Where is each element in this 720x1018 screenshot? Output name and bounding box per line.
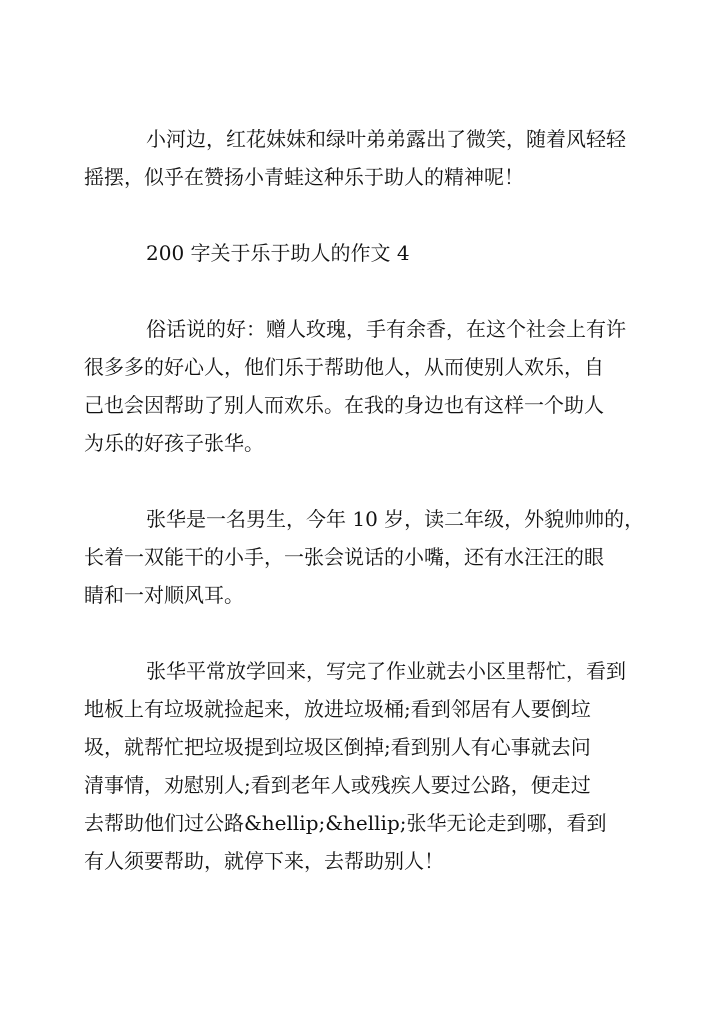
paragraph-line: 为乐的好孩子张华。 bbox=[84, 431, 264, 455]
paragraph-line: 张华平常放学回来，写完了作业就去小区里帮忙，看到 bbox=[146, 659, 626, 683]
paragraph-line: 俗话说的好：赠人玫瑰，手有余香，在这个社会上有许 bbox=[146, 317, 626, 341]
paragraph-1 bbox=[84, 120, 624, 196]
document-body bbox=[84, 120, 645, 918]
paragraph-line: 清事情，劝慰别人;看到老年人或残疾人要过公路，便走过 bbox=[84, 773, 591, 797]
essay-heading: 200 字关于乐于助人的作文 4 bbox=[146, 241, 410, 265]
paragraph-3 bbox=[84, 500, 645, 614]
paragraph-line: 去帮助他们过公路&hellip;&hellip;张华无论走到哪，看到 bbox=[84, 811, 607, 835]
paragraph-line: 己也会因帮助了别人而欢乐。在我的身边也有这样一个助人 bbox=[84, 393, 604, 417]
paragraph-line: 长着一双能干的小手，一张会说话的小嘴，还有水汪汪的眼 bbox=[84, 545, 604, 569]
paragraph-line: 很多多的好心人，他们乐于帮助他人，从而使别人欢乐，自 bbox=[84, 355, 604, 379]
paragraph-2 bbox=[84, 310, 624, 462]
paragraph-4 bbox=[84, 652, 624, 880]
paragraph-line: 张华是一名男生，今年 10 岁，读二年级，外貌帅帅的， bbox=[146, 507, 645, 531]
paragraph-line: 小河边，红花妹妹和绿叶弟弟露出了微笑，随着风轻轻 bbox=[146, 127, 626, 151]
paragraph-line: 摇摆，似乎在赞扬小青蛙这种乐于助人的精神呢！ bbox=[84, 165, 524, 189]
paragraph-line: 地板上有垃圾就捡起来，放进垃圾桶;看到邻居有人要倒垃 bbox=[84, 697, 591, 721]
paragraph-line: 圾，就帮忙把垃圾提到垃圾区倒掉;看到别人有心事就去问 bbox=[84, 735, 591, 759]
paragraph-line: 睛和一对顺风耳。 bbox=[84, 583, 244, 607]
paragraph-line: 有人须要帮助，就停下来，去帮助别人！ bbox=[84, 849, 444, 873]
